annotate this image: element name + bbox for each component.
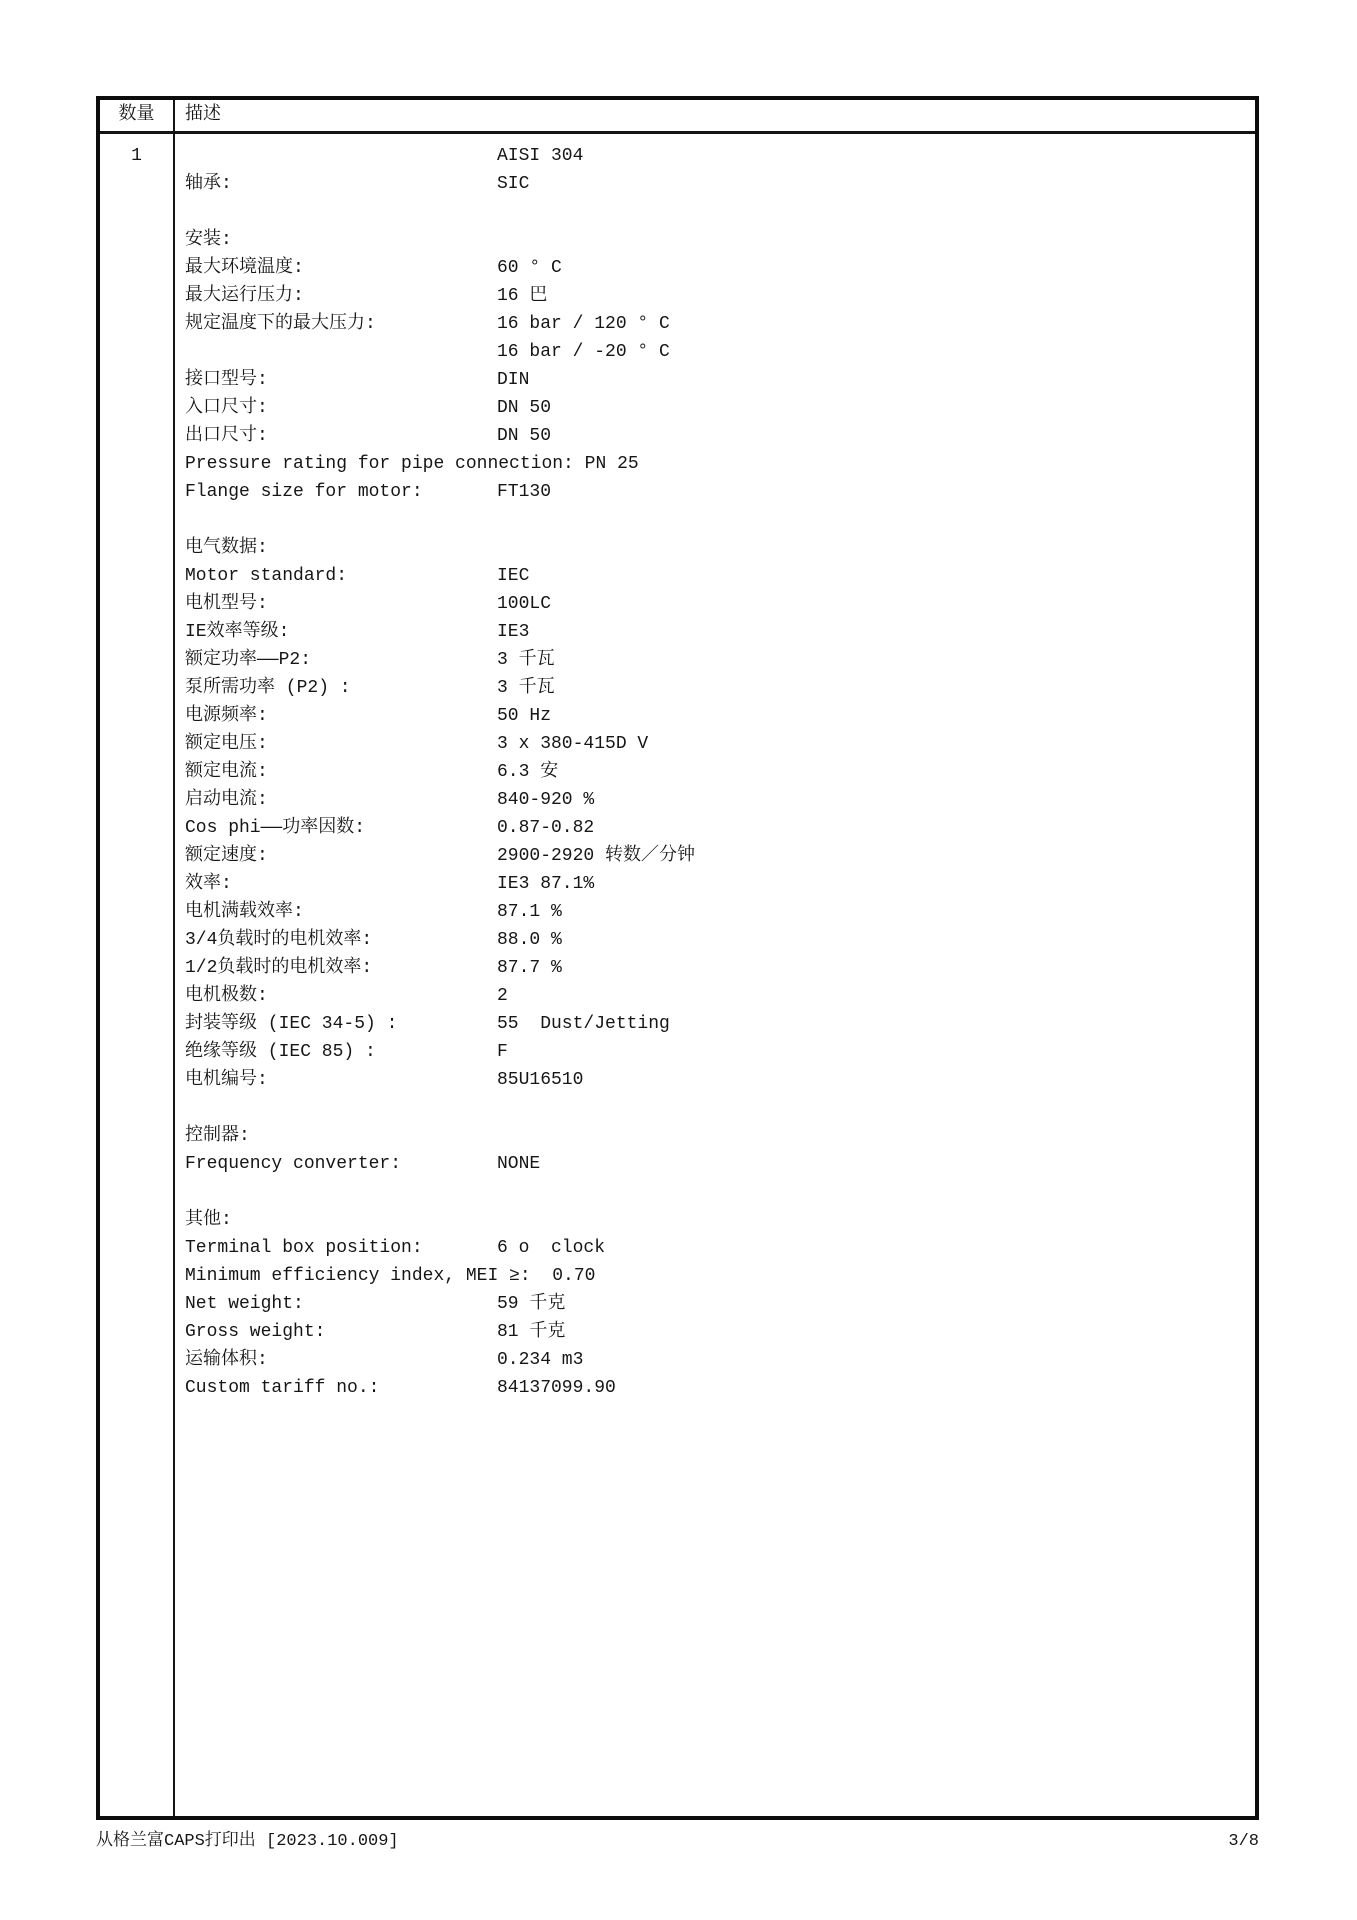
spec-label: 接口型号: [185, 370, 268, 390]
spec-value: 6.3 安 [497, 762, 559, 782]
spec-value: 59 千克 [497, 1294, 566, 1314]
spec-label: 电机型号: [185, 594, 268, 614]
spec-row [100, 226, 1255, 254]
spec-label: Cos phi——功率因数: [185, 818, 366, 838]
spec-row [100, 702, 1255, 730]
spec-value: 60 ° C [497, 258, 562, 278]
spec-label: 电机极数: [185, 986, 268, 1006]
spec-row [100, 814, 1255, 842]
spec-label: 电源频率: [185, 706, 268, 726]
spec-row [100, 366, 1255, 394]
spec-row [100, 198, 1255, 226]
spec-row [100, 282, 1255, 310]
spec-row [100, 786, 1255, 814]
spec-value: SIC [497, 174, 530, 194]
spec-row [100, 674, 1255, 702]
spec-full-text: Pressure rating for pipe connection: PN 25 [185, 454, 639, 474]
spec-value: IE3 87.1% [497, 874, 595, 894]
spec-row [100, 1234, 1255, 1262]
spec-label: Frequency converter: [185, 1154, 402, 1174]
spec-value: 55 Dust/Jetting [497, 1014, 670, 1034]
spec-row [100, 730, 1255, 758]
spec-value: 0.87-0.82 [497, 818, 595, 838]
spec-label: 绝缘等级 (IEC 85) : [185, 1042, 376, 1062]
spec-row [100, 1066, 1255, 1094]
spec-label: 最大运行压力: [185, 286, 304, 306]
spec-label: 控制器: [185, 1126, 250, 1146]
spec-label: 额定速度: [185, 846, 268, 866]
spec-label: 封装等级 (IEC 34-5) : [185, 1014, 398, 1034]
spec-row [100, 758, 1255, 786]
spec-label: 出口尺寸: [185, 426, 268, 446]
spec-value: AISI 304 [497, 146, 584, 166]
spec-label: Motor standard: [185, 566, 348, 586]
spec-value: 50 Hz [497, 706, 552, 726]
spec-label: 启动电流: [185, 790, 268, 810]
spec-value: 16 bar / 120 ° C [497, 314, 670, 334]
spec-value: FT130 [497, 482, 552, 502]
spec-label: 最大环境温度: [185, 258, 304, 278]
spec-label: 额定电压: [185, 734, 268, 754]
spec-row [100, 646, 1255, 674]
spec-label: Terminal box position: [185, 1238, 423, 1258]
spec-value: 2 [497, 986, 508, 1006]
spec-label: 额定功率——P2: [185, 650, 312, 670]
spec-row [100, 1094, 1255, 1122]
spec-label: 电气数据: [185, 538, 268, 558]
spec-rows [100, 134, 1255, 1402]
spec-row [100, 1178, 1255, 1206]
spec-row [100, 1290, 1255, 1318]
spec-label: 1/2负载时的电机效率: [185, 958, 373, 978]
spec-label: 效率: [185, 874, 232, 894]
spec-value: 81 千克 [497, 1322, 566, 1342]
page-footer [96, 1828, 1259, 1856]
spec-table [96, 96, 1259, 1820]
spec-value: 88.0 % [497, 930, 562, 950]
spec-row [100, 618, 1255, 646]
spec-value: 16 bar / -20 ° C [497, 342, 670, 362]
spec-row [100, 590, 1255, 618]
spec-row [100, 1318, 1255, 1346]
spec-row [100, 394, 1255, 422]
spec-row [100, 1038, 1255, 1066]
spec-row [100, 1374, 1255, 1402]
spec-value: DIN [497, 370, 530, 390]
spec-value: F [497, 1042, 508, 1062]
spec-value: 3 千瓦 [497, 650, 555, 670]
spec-row [100, 310, 1255, 338]
spec-value: 3 x 380-415D V [497, 734, 649, 754]
spec-row [100, 1150, 1255, 1178]
spec-row [100, 422, 1255, 450]
spec-row [100, 842, 1255, 870]
spec-value: 87.1 % [497, 902, 562, 922]
spec-label: Flange size for motor: [185, 482, 423, 502]
spec-label: 轴承: [185, 174, 232, 194]
spec-row [100, 1346, 1255, 1374]
spec-row [100, 562, 1255, 590]
spec-label: 电机编号: [185, 1070, 268, 1090]
spec-row [100, 954, 1255, 982]
spec-label: 规定温度下的最大压力: [185, 314, 376, 334]
spec-label: Custom tariff no.: [185, 1378, 380, 1398]
spec-label: Net weight: [185, 1294, 304, 1314]
table-header [100, 100, 1255, 134]
spec-label: 电机满载效率: [185, 902, 304, 922]
header-quantity: 数量 [118, 105, 155, 125]
spec-row [100, 450, 1255, 478]
spec-value: DN 50 [497, 426, 552, 446]
spec-row [100, 142, 1255, 170]
spec-label: IE效率等级: [185, 622, 290, 642]
spec-label: Gross weight: [185, 1322, 326, 1342]
spec-label: 其他: [185, 1210, 232, 1230]
spec-row [100, 982, 1255, 1010]
spec-row [100, 534, 1255, 562]
spec-value: IE3 [497, 622, 530, 642]
quantity-value: 1 [131, 146, 142, 166]
spec-row [100, 1010, 1255, 1038]
header-description: 描述 [185, 105, 221, 125]
spec-value: 3 千瓦 [497, 678, 555, 698]
spec-row [100, 478, 1255, 506]
spec-value: 84137099.90 [497, 1378, 616, 1398]
footer-print-source: 从格兰富CAPS打印出 [2023.10.009] [96, 1832, 399, 1851]
spec-row [100, 870, 1255, 898]
spec-row [100, 926, 1255, 954]
spec-label: 入口尺寸: [185, 398, 268, 418]
spec-label: 安装: [185, 230, 232, 250]
spec-value: 840-920 % [497, 790, 595, 810]
spec-value: 87.7 % [497, 958, 562, 978]
spec-value: DN 50 [497, 398, 552, 418]
spec-value: 16 巴 [497, 286, 548, 306]
spec-row [100, 254, 1255, 282]
spec-value: 0.234 m3 [497, 1350, 584, 1370]
spec-row [100, 170, 1255, 198]
spec-row [100, 1262, 1255, 1290]
spec-full-text: Minimum efficiency index, MEI ≥: 0.70 [185, 1266, 596, 1286]
spec-value: 100LC [497, 594, 552, 614]
spec-value: IEC [497, 566, 530, 586]
footer-page-number: 3/8 [1228, 1832, 1259, 1851]
spec-value: 6 o clock [497, 1238, 606, 1258]
spec-row [100, 1122, 1255, 1150]
spec-row [100, 1206, 1255, 1234]
spec-label: 3/4负载时的电机效率: [185, 930, 373, 950]
spec-value: 85U16510 [497, 1070, 584, 1090]
spec-label: 额定电流: [185, 762, 268, 782]
spec-label: 运输体积: [185, 1350, 268, 1370]
spec-value: 2900-2920 转数／分钟 [497, 846, 696, 866]
spec-row [100, 898, 1255, 926]
spec-row [100, 338, 1255, 366]
spec-label: 泵所需功率 (P2) : [185, 678, 351, 698]
spec-value: NONE [497, 1154, 541, 1174]
spec-row [100, 506, 1255, 534]
